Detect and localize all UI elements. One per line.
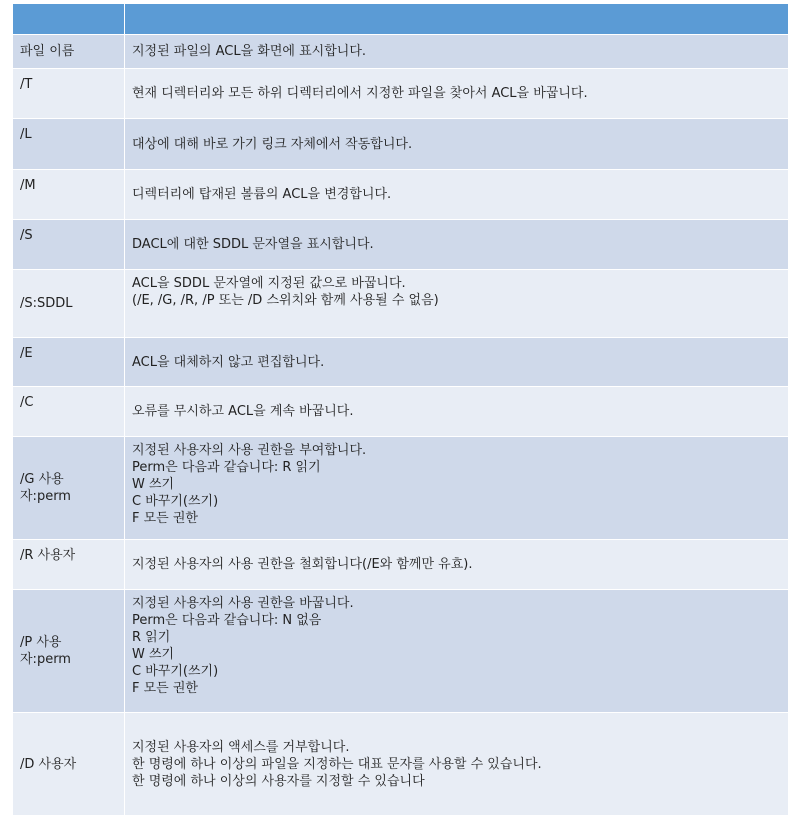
option-text: /C bbox=[20, 395, 34, 410]
description-line: 오류를 무시하고 ACL을 계속 바꿉니다. bbox=[132, 404, 354, 419]
option-text: /D 사용자 bbox=[20, 756, 77, 772]
option-cell bbox=[13, 119, 125, 170]
description-cell bbox=[125, 270, 789, 338]
description-line: ACL을 대체하지 않고 편집합니다. bbox=[132, 354, 325, 370]
table-row bbox=[13, 387, 789, 437]
description-cell bbox=[125, 119, 789, 170]
description-cell bbox=[125, 590, 789, 713]
description-line: 현재 디렉터리와 모든 하위 디렉터리에서 지정한 파일을 찾아서 ACL을 바꿉니다. bbox=[132, 86, 588, 101]
options-table bbox=[12, 3, 789, 816]
option-text: /E bbox=[20, 346, 33, 361]
description-line: W 쓰기 bbox=[132, 477, 175, 492]
description-line: 한 명령에 하나 이상의 파일을 지정하는 대표 문자를 사용할 수 있습니다. bbox=[132, 756, 542, 772]
table-row bbox=[13, 119, 789, 170]
description-line: (/E, /G, /R, /P 또는 /D 스위치와 함께 사용될 수 없음) bbox=[132, 293, 439, 308]
option-text: 자:perm bbox=[20, 652, 71, 667]
option-text: /S:SDDL bbox=[20, 296, 73, 311]
description-cell bbox=[125, 437, 789, 540]
option-cell bbox=[13, 590, 125, 713]
table-row bbox=[13, 590, 789, 713]
description-line: 디렉터리에 탑재된 볼륨의 ACL을 변경합니다. bbox=[132, 187, 392, 202]
table-header-row bbox=[13, 4, 789, 35]
description-cell bbox=[125, 170, 789, 220]
table-row bbox=[13, 220, 789, 270]
description-line: 지정된 파일의 ACL을 화면에 표시합니다. bbox=[132, 44, 367, 59]
option-text: /M bbox=[20, 178, 36, 193]
description-line: 지정된 사용자의 액세스를 거부합니다. bbox=[132, 739, 350, 755]
option-cell bbox=[13, 220, 125, 270]
header-cell-description bbox=[125, 4, 789, 35]
option-text: /L bbox=[20, 127, 32, 142]
description-line: R 읽기 bbox=[132, 630, 171, 645]
description-line: 대상에 대해 바로 가기 링크 자체에서 작동합니다. bbox=[132, 136, 413, 152]
option-text: /R 사용자 bbox=[20, 548, 76, 563]
description-cell bbox=[125, 713, 789, 816]
option-text: /G 사용 bbox=[20, 472, 64, 487]
option-cell bbox=[13, 387, 125, 437]
option-cell bbox=[13, 270, 125, 338]
description-cell bbox=[125, 35, 789, 69]
description-line: DACL에 대한 SDDL 문자열을 표시합니다. bbox=[132, 237, 374, 252]
description-line: ACL을 SDDL 문자열에 지정된 값으로 바꿉니다. bbox=[132, 276, 406, 291]
option-cell bbox=[13, 35, 125, 69]
description-line: Perm은 다음과 같습니다: N 없음 bbox=[132, 613, 322, 628]
option-cell bbox=[13, 540, 125, 590]
description-line: C 바꾸기(쓰기) bbox=[132, 494, 219, 509]
description-cell bbox=[125, 387, 789, 437]
option-text: /P 사용 bbox=[20, 635, 62, 650]
description-cell bbox=[125, 338, 789, 387]
description-line: F 모든 권한 bbox=[132, 681, 198, 696]
description-cell bbox=[125, 220, 789, 270]
option-cell bbox=[13, 437, 125, 540]
description-line: C 바꾸기(쓰기) bbox=[132, 664, 219, 679]
description-line: W 쓰기 bbox=[132, 647, 175, 662]
option-text: /T bbox=[20, 77, 33, 92]
description-line: 지정된 사용자의 사용 권한을 철회합니다(/E와 함께만 유효). bbox=[132, 557, 473, 572]
option-cell bbox=[13, 170, 125, 220]
option-text: 자:perm bbox=[20, 489, 71, 504]
table-row bbox=[13, 35, 789, 69]
option-text: 파일 이름 bbox=[20, 44, 75, 59]
header-cell-option bbox=[13, 4, 125, 35]
table-row bbox=[13, 270, 789, 338]
option-cell bbox=[13, 338, 125, 387]
table-row bbox=[13, 69, 789, 119]
option-cell bbox=[13, 713, 125, 816]
table-row bbox=[13, 437, 789, 540]
table-row bbox=[13, 338, 789, 387]
table-row bbox=[13, 540, 789, 590]
description-line: Perm은 다음과 같습니다: R 읽기 bbox=[132, 460, 321, 475]
option-cell bbox=[13, 69, 125, 119]
table-row bbox=[13, 713, 789, 816]
description-line: 지정된 사용자의 사용 권한을 바꿉니다. bbox=[132, 596, 354, 611]
option-text: /S bbox=[20, 228, 33, 243]
description-cell bbox=[125, 540, 789, 590]
description-line: F 모든 권한 bbox=[132, 511, 198, 526]
description-line: 지정된 사용자의 사용 권한을 부여합니다. bbox=[132, 443, 367, 458]
table-row bbox=[13, 170, 789, 220]
description-cell bbox=[125, 69, 789, 119]
description-line: 한 명령에 하나 이상의 사용자를 지정할 수 있습니다 bbox=[132, 773, 425, 789]
